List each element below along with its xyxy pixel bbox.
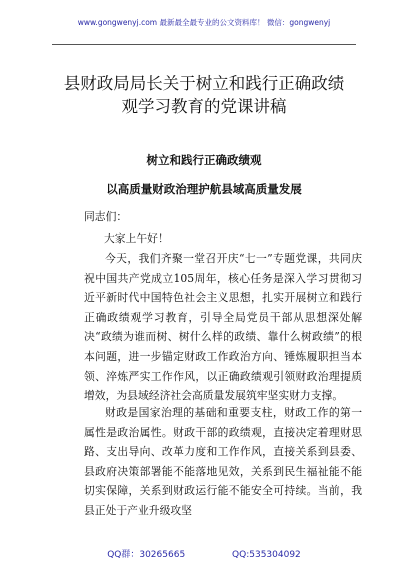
footer-qq-group: QQ群：30265665 [107, 550, 186, 560]
body-paragraph-2: 财政是国家治理的基础和重要支柱，财政工作的第一属性是政治属性。财政干部的政绩观，直接决定着理财思路、支出导向、改革力度和工作作风，直接关系到县委、县政府决策部署能不能落地见效，关系到民生福祉能不能切实保障，关系到财政运行能不能安全可持续。当前，我县正处于产业升级攻坚 [84, 406, 362, 517]
salutation: 同志们： [84, 210, 128, 223]
subtitle-primary: 树立和践行正确政绩观 [146, 153, 262, 167]
header-banner: www.gongwenyj.com 最新最全最专业的公文资料库！ 微信：gongwenyj [77, 18, 331, 27]
greeting: 大家上午好！ [104, 232, 169, 245]
footer-contact [0, 547, 408, 560]
document-title: 县财政局局长关于树立和践行正确政绩观学习教育的党课讲稿 [63, 74, 345, 116]
footer-qq: QQ:535304092 [232, 550, 301, 560]
header-divider [52, 44, 356, 45]
body-paragraph-1: 今天，我们齐聚一堂召开庆“七一”专题党课，共同庆祝中国共产党成立105周年，核心任务是深入学习贯彻习近平新时代中国特色社会主义思想，扎实开展树立和践行正确政绩观学习教育，引导全局党员干部从思想深处解决“政绩为谁而树、树什么样的政绩、靠什么树政绩”的根本问题，进一步锚定财政工作政治方向、锤炼履职担当本领、淬炼严实工作作风，以正确政绩观引领财政治理提质增效，为县域经济社会高质量发展筑牢坚实财力支撑。 [84, 252, 362, 403]
subtitle-secondary: 以高质量财政治理护航县域高质量发展 [106, 182, 302, 196]
